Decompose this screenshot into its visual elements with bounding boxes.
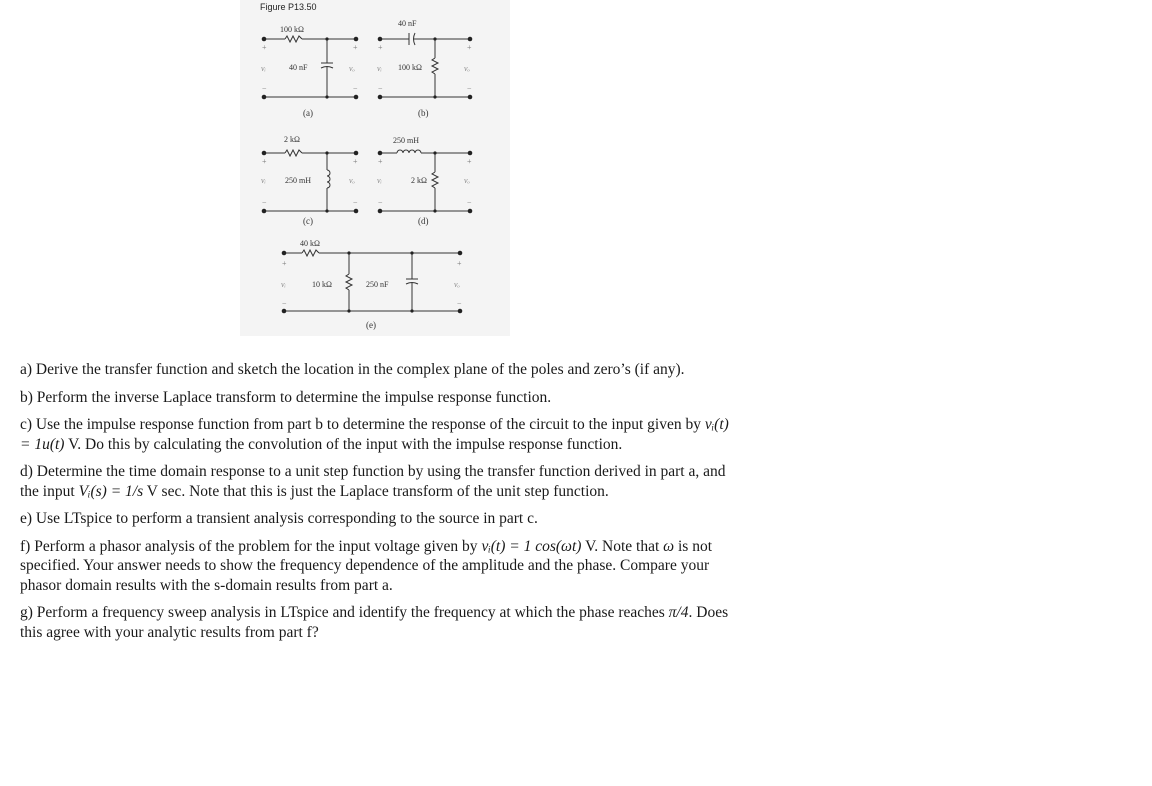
a-in-minus: − bbox=[262, 84, 267, 93]
question-f: f) Perform a phasor analysis of the problem for the input voltage given by vᵢ(t) = 1 cos(ωt) V. Note that ω is not specified. Your answer needs to show the frequency dependence of the amplitude and the phase. Compare your phasor domain results with the s-domain results from part a. bbox=[20, 537, 713, 594]
c-in-label: vᵢ bbox=[261, 176, 266, 185]
b-in-label: vᵢ bbox=[377, 64, 382, 73]
e-out-minus: − bbox=[457, 299, 462, 308]
e-out-label: vₒ bbox=[454, 280, 460, 289]
question-c: c) Use the impulse response function from part b to determine the response of the circuit to the input given by vᵢ(t) = 1u(t) V. Do this by calculating the convolution of the input with the impulse response function. bbox=[20, 416, 729, 453]
b-out-plus: + bbox=[467, 43, 472, 52]
question-b: b) Perform the inverse Laplace transform to determine the impulse response function. bbox=[20, 388, 552, 406]
b-caption: (b) bbox=[418, 108, 429, 118]
math-omega: ω bbox=[663, 537, 675, 555]
e-series-label: 40 kΩ bbox=[300, 239, 320, 248]
math-input-step: vᵢ(t) = 1u(t) bbox=[20, 416, 729, 453]
math-pi-over-4: π/4 bbox=[668, 604, 689, 621]
c-in-minus: − bbox=[262, 198, 267, 207]
c-out-plus: + bbox=[353, 157, 358, 166]
e-in-plus: + bbox=[282, 259, 287, 268]
a-out-plus: + bbox=[353, 43, 358, 52]
e-caption: (e) bbox=[366, 320, 376, 330]
b-in-plus: + bbox=[378, 43, 383, 52]
a-out-label: vₒ bbox=[349, 64, 355, 73]
c-in-plus: + bbox=[262, 157, 267, 166]
d-caption: (d) bbox=[418, 216, 429, 226]
circuit-a bbox=[264, 36, 356, 97]
e-in-label: vᵢ bbox=[281, 280, 286, 289]
question-a: a) Derive the transfer function and sketch the location in the complex plane of the poles and zero’s (if any). bbox=[20, 361, 685, 378]
a-out-minus: − bbox=[353, 84, 358, 93]
b-in-minus: − bbox=[378, 84, 383, 93]
math-laplace-input: Vᵢ(s) = 1/s bbox=[78, 482, 144, 500]
a-caption: (a) bbox=[303, 108, 313, 118]
d-in-minus: − bbox=[378, 198, 383, 207]
d-shunt-label: 2 kΩ bbox=[411, 176, 427, 185]
c-out-minus: − bbox=[353, 198, 358, 207]
question-list bbox=[20, 360, 740, 650]
d-series-label: 250 mH bbox=[393, 136, 419, 145]
a-shunt-label: 40 nF bbox=[289, 63, 308, 72]
e-out-plus: + bbox=[457, 259, 462, 268]
d-in-label: vᵢ bbox=[377, 176, 382, 185]
b-series-label: 40 nF bbox=[398, 19, 417, 28]
question-g: g) Perform a frequency sweep analysis in LTspice and identify the frequency at which the phase reaches π/4. Does this agree with your analytic results from part f? bbox=[20, 604, 729, 641]
math-cos-input: vᵢ(t) = 1 cos(ωt) bbox=[481, 537, 582, 555]
circuit-figure bbox=[240, 0, 510, 336]
d-out-plus: + bbox=[467, 157, 472, 166]
d-out-label: vₒ bbox=[464, 176, 470, 185]
e-shunt1-label: 10 kΩ bbox=[312, 280, 332, 289]
e-shunt2-label: 250 nF bbox=[366, 280, 389, 289]
figure-title: Figure P13.50 bbox=[260, 2, 317, 12]
b-out-minus: − bbox=[467, 84, 472, 93]
c-caption: (c) bbox=[303, 216, 313, 226]
c-series-label: 2 kΩ bbox=[284, 135, 300, 144]
circuit-diagram bbox=[240, 0, 510, 336]
b-out-label: vₒ bbox=[464, 64, 470, 73]
a-series-label: 100 kΩ bbox=[280, 25, 304, 34]
question-d: d) Determine the time domain response to a unit step function by using the transfer function derived in part a, and the input Vᵢ(s) = 1/s V sec. Note that this is just the Laplace transform of the unit step function. bbox=[20, 463, 726, 500]
b-shunt-label: 100 kΩ bbox=[398, 63, 422, 72]
d-out-minus: − bbox=[467, 198, 472, 207]
d-in-plus: + bbox=[378, 157, 383, 166]
circuit-b bbox=[380, 33, 470, 97]
a-in-label: vᵢ bbox=[261, 64, 266, 73]
a-in-plus: + bbox=[262, 43, 267, 52]
question-e: e) Use LTspice to perform a transient analysis corresponding to the source in part c. bbox=[20, 510, 538, 527]
c-shunt-label: 250 mH bbox=[285, 176, 311, 185]
e-in-minus: − bbox=[282, 299, 287, 308]
c-out-label: vₒ bbox=[349, 176, 355, 185]
